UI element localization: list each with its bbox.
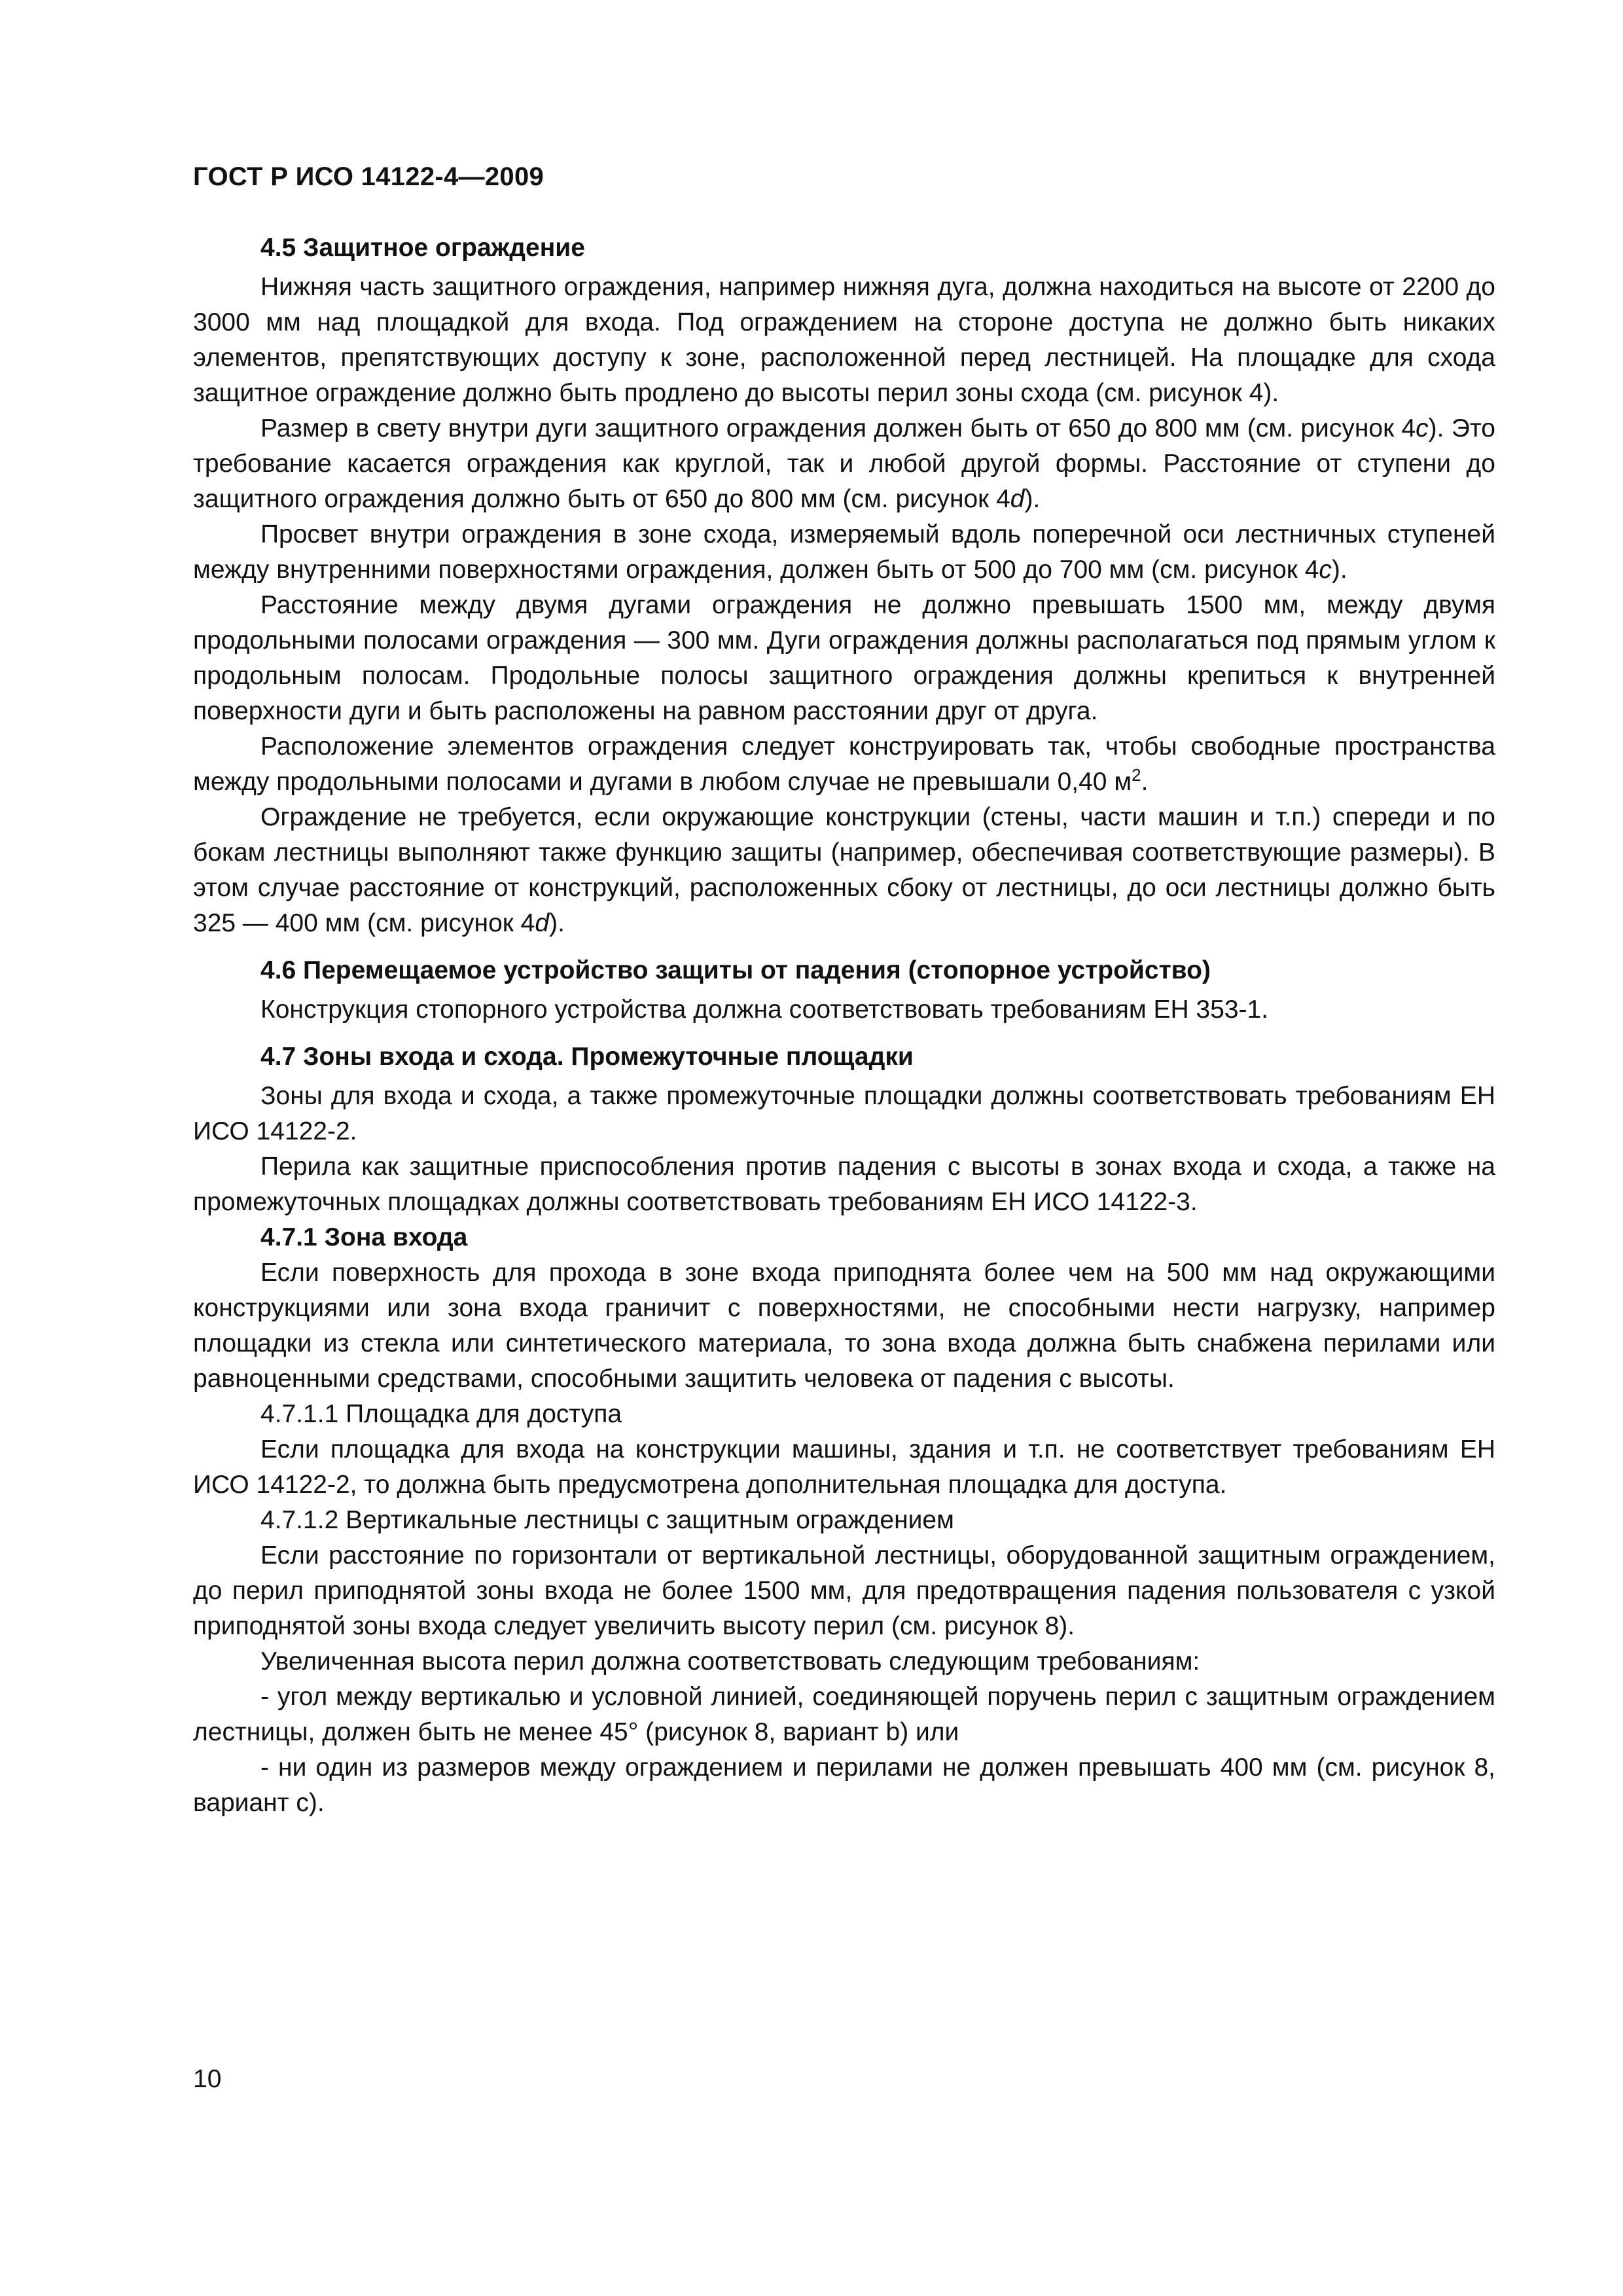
- section-4-7-1-2-paragraph-1: Если расстояние по горизонтали от вертикальной лестницы, оборудованной защитным ограждением, до перил приподнятой зоны входа не более 1500 мм, для предотвращения падения пользователя с узкой приподнятой зоны входа следует увеличить высоту перил (см. рисунок 8).: [193, 1541, 1495, 1640]
- section-4-7-1-2-paragraph-2: Увеличенная высота перил должна соответствовать следующим требованиям:: [260, 1647, 1200, 1676]
- section-4-7-heading: 4.7 Зоны входа и схода. Промежуточные площадки: [260, 1043, 914, 1071]
- section-4-5-paragraph-3: Просвет внутри ограждения в зоне схода, измеряемый вдоль поперечной оси лестничных ступеней между внутренними поверхностями ограждения, должен быть от 500 до 700 мм (см. рисунок 4c).: [193, 520, 1495, 584]
- section-4-7-paragraph-1: Зоны для входа и схода, а также промежуточные площадки должны соответствовать требованиям ЕН ИСО 14122-2.: [193, 1082, 1495, 1145]
- section-4-7-1-1-paragraph-1: Если площадка для входа на конструкции машины, здания и т.п. не соответствует требованиям ЕН ИСО 14122-2, то должна быть предусмотрена дополнительная площадка для доступа.: [193, 1435, 1495, 1499]
- section-4-5-paragraph-6: Ограждение не требуется, если окружающие конструкции (стены, части машин и т.п.) спереди и по бокам лестницы выполняют также функцию защиты (например, обеспечивая соответствующие размеры). В этом случае расстояние от конструкций, расположенных сбоку от лестницы, до оси лестницы должно быть 325 — 400 мм (см. рисунок 4d).: [193, 803, 1495, 937]
- section-4-5-heading: 4.5 Защитное ограждение: [260, 234, 585, 262]
- section-4-7-1-paragraph-1: Если поверхность для прохода в зоне входа приподнята более чем на 500 мм над окружающими конструкциями или зона входа граничит с поверхностями, не способными нести нагрузку, например площадки из стекла или синтетического материала, то зона входа должна быть снабжена перилами или равноценными средствами, способными защитить человека от падения с высоты.: [193, 1259, 1495, 1393]
- section-4-7-1-1-heading: 4.7.1.1 Площадка для доступа: [260, 1400, 622, 1428]
- section-4-6-heading: 4.6 Перемещаемое устройство защиты от падения (стопорное устройство): [260, 956, 1211, 984]
- section-4-6-paragraph-1: Конструкция стопорного устройства должна соответствовать требованиям ЕН 353-1.: [260, 996, 1269, 1024]
- section-4-7-1-2-list-item-1: - угол между вертикалью и условной линией, соединяющей поручень перил с защитным ограждением лестницы, должен быть не менее 45° (рисунок 8, вариант b) или: [193, 1683, 1495, 1746]
- section-4-5-paragraph-2: Размер в свету внутри дуги защитного ограждения должен быть от 650 до 800 мм (см. рисунок 4c). Это требование касается ограждения как круглой, так и любой другой формы. Расстояние от ступени до защитного ограждения должно быть от 650 до 800 мм (см. рисунок 4d).: [193, 414, 1495, 513]
- section-4-7-paragraph-2: Перила как защитные приспособления против падения с высоты в зонах входа и схода, а также на промежуточных площадках должны соответствовать требованиям ЕН ИСО 14122-3.: [193, 1153, 1495, 1216]
- document-body: [193, 230, 1495, 1821]
- section-4-7-1-2-heading: 4.7.1.2 Вертикальные лестницы с защитным ограждением: [260, 1506, 954, 1534]
- document-header: ГОСТ Р ИСО 14122-4—2009: [193, 162, 544, 191]
- section-4-5-paragraph-5: Расположение элементов ограждения следует конструировать так, чтобы свободные пространства между продольными полосами и дугами в любом случае не превышали 0,40 $м^2$.: [193, 732, 1495, 796]
- section-4-7-1-2-list-item-2: - ни один из размеров между ограждением и перилами не должен превышать 400 мм (см. рисунок 8, вариант с).: [193, 1753, 1495, 1817]
- section-4-5-paragraph-1: Нижняя часть защитного ограждения, например нижняя дуга, должна находиться на высоте от 2200 до 3000 мм над площадкой для входа. Под ограждением на стороне доступа не должно быть никаких элементов, препятствующих доступу к зоне, расположенной перед лестницей. На площадке для схода защитное ограждение должно быть продлено до высоты перил зоны схода (см. рисунок 4).: [193, 273, 1495, 407]
- section-4-7-1-heading: 4.7.1 Зона входа: [260, 1223, 468, 1251]
- page-number: 10: [193, 2065, 222, 2093]
- section-4-5-paragraph-4: Расстояние между двумя дугами ограждения не должно превышать 1500 мм, между двумя продольными полосами ограждения — 300 мм. Дуги ограждения должны располагаться под прямым углом к продольным полосам. Продольные полосы защитного ограждения должны крепиться к внутренней поверхности дуги и быть расположены на равном расстоянии друг от друга.: [193, 591, 1495, 725]
